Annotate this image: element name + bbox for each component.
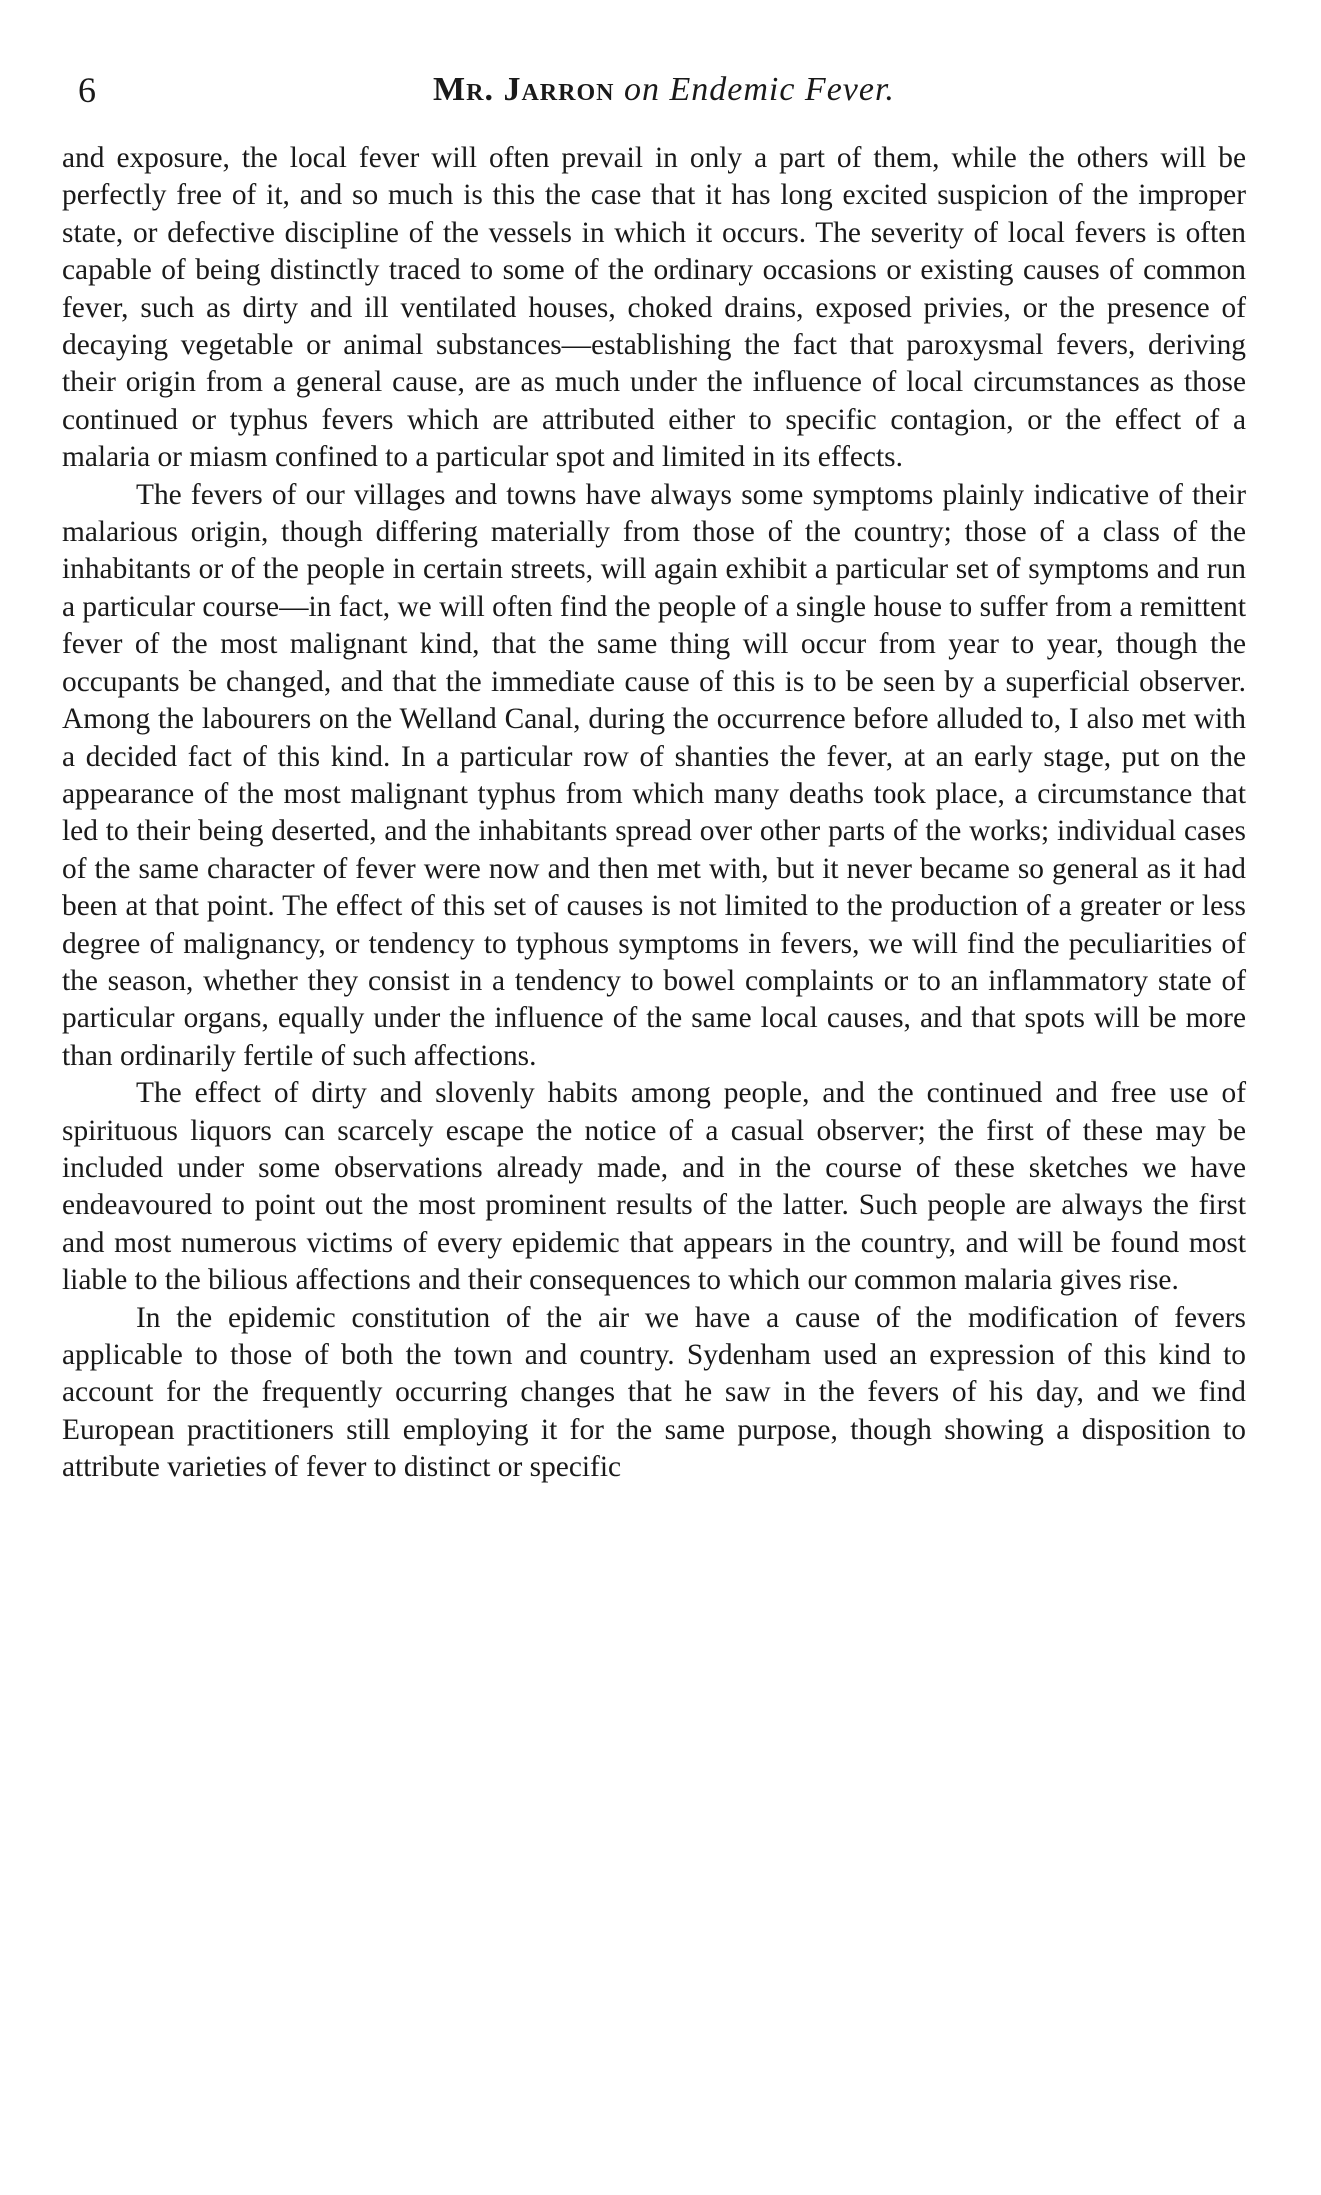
paragraph-epidemic-constitution: In the epidemic constitution of the air we have a cause of the modification of fevers applicable to those of both the town and country. Sydenham used an expression of this kind to account for the frequently occurring changes that he saw in the fevers of his day, and we find European practitioners still employing it for the same purpose, though showing a disposition to attribute varieties of fever to distinct or specific [62,1301,1246,1484]
paragraph-slovenly-habits: The effect of dirty and slovenly habits among people, and the continued and free use of spirituous liquors can scarcely escape the notice of a casual observer; the first of these may be included under some observations already made, and in the course of these sketches we have endeavoured to point out the most prominent results of the latter. Such people are always the first and most numerous victims of every epidemic that appears in the country, and will be found most liable to the bilious affections and their consequences to which our common malaria gives rise. [62,1077,1246,1297]
paragraph-continued: and exposure, the local fever will often prevail in only a part of them, while the others will be perfectly free of it, and so much is this the case that it has long excited suspicion of the improper state, or defective discipline of the vessels in which it occurs. The severity of local fevers is often capable of being distinctly traced to some of the ordinary occasions or existing causes of common fever, such as dirty and ill ventilated houses, choked drains, exposed privies, or the presence of decaying vegetable or animal substances—establishing the fact that paroxysmal fevers, deriving their origin from a general cause, are as much under the influence of local circumstances as those continued or typhus fevers which are attributed either to specific contagion, or the effect of a malaria or miasm confined to a particular spot and limited in its effects. [62,142,1246,474]
paragraph-village-fevers: The fevers of our villages and towns have always some symptoms plainly indicative of their malarious origin, though differing materially from those of the country; those of a class of the inhabitants or of the people in certain streets, will again exhibit a particular set of symptoms and run a particular course—in fact, we will often find the people of a single house to suffer from a remittent fever of the most malignant kind, that the same thing will occur from year to year, though the occupants be changed, and that the immediate cause of this is to be seen by a superficial observer. Among the labourers on the Welland Canal, during the occurrence before alluded to, I also met with a decided fact of this kind. In a particular row of shanties the fever, at an early stage, put on the appearance of the most malignant typhus from which many deaths took place, a circumstance that led to their being deserted, and the inhabitants spread over other parts of the works; individual cases of the same character of fever were now and then met with, but it never became so general as it had been at that point. The effect of this set of causes is not limited to the production of a greater or less degree of malignancy, or tendency to typhous symptoms in fevers, we will find the peculiarities of the season, whether they consist in a tendency to bowel complaints or to an inflammatory state of particular organs, equally under the influence of the same local causes, and that spots will be more than ordinarily fertile of such affections. [62,478,1246,1072]
running-head [78,62,1250,118]
body-text [62,140,1246,1487]
running-title-connector: on [614,71,670,108]
page-number: 6 [78,70,96,110]
running-title-author: Mr. Jarron [433,71,615,108]
running-title-subject: Endemic Fever. [669,71,895,108]
running-title [78,62,1250,118]
